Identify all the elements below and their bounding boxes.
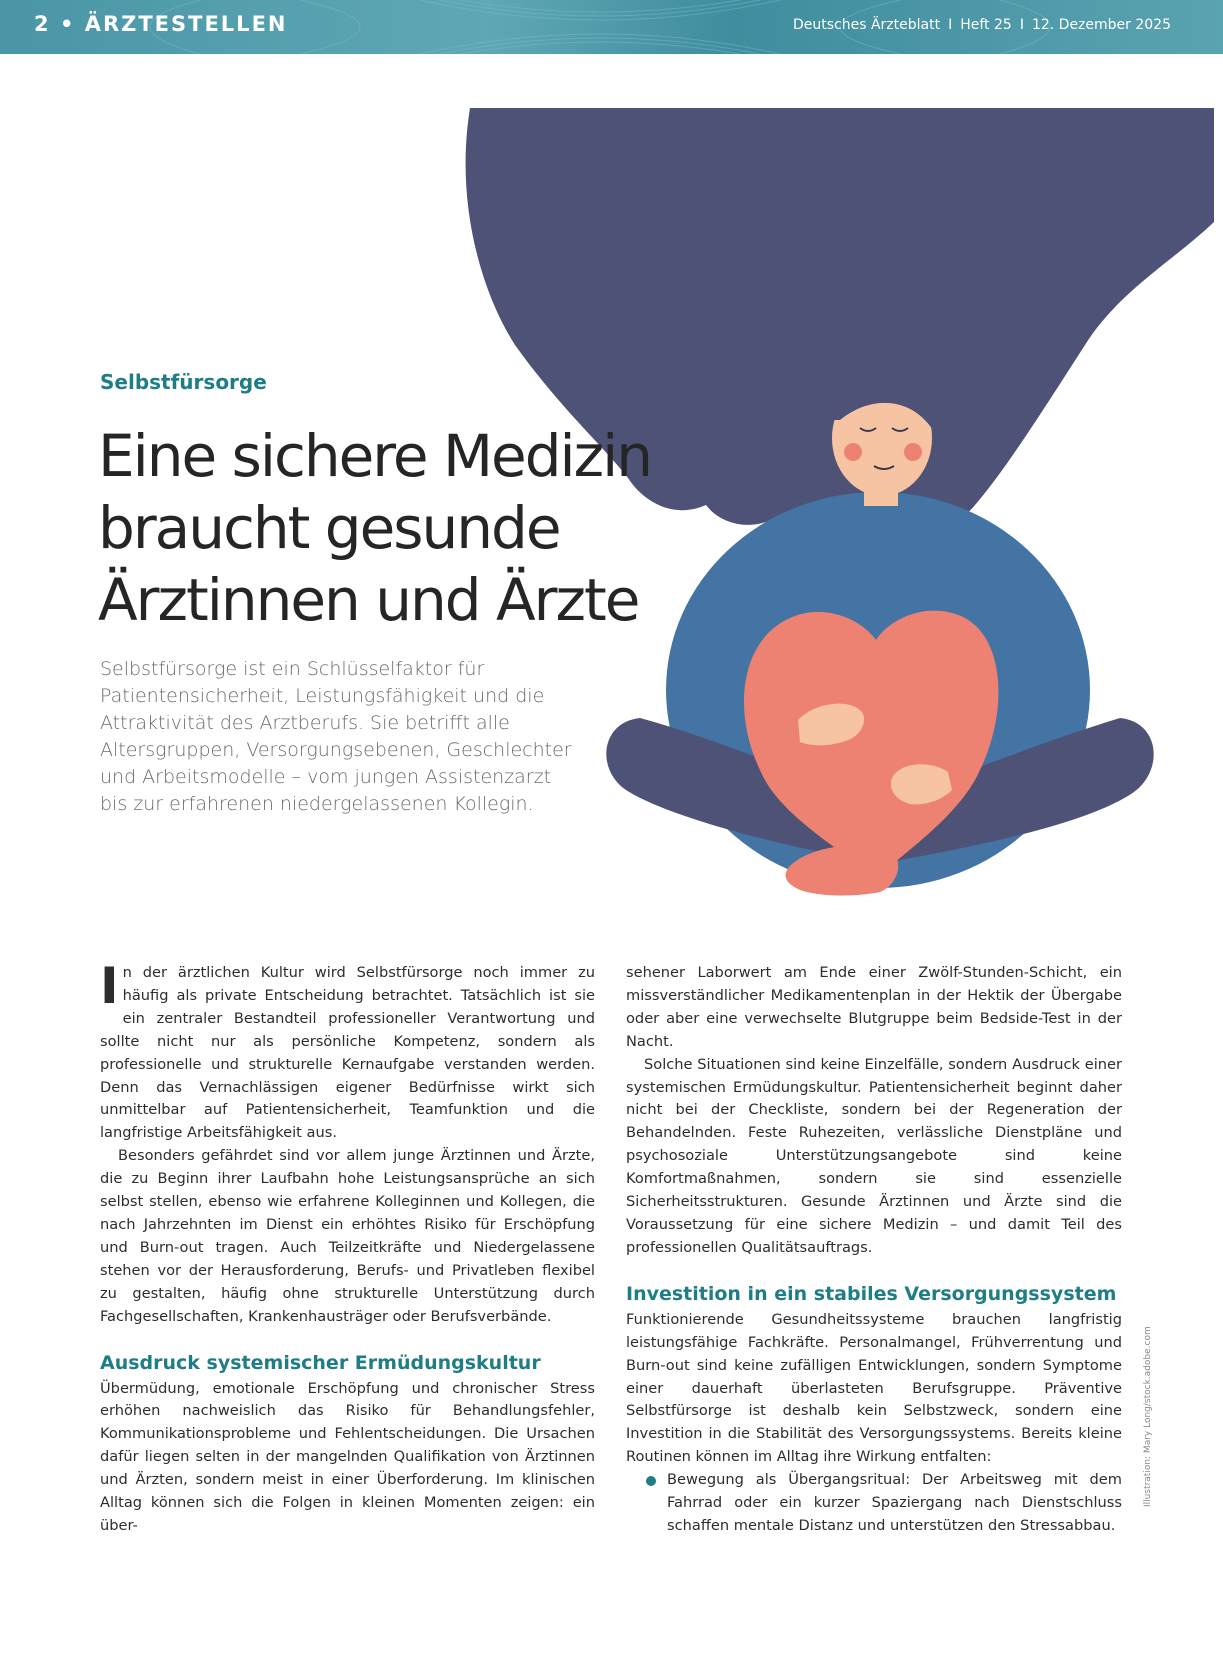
publication-name: Deutsches Ärzteblatt: [792, 17, 941, 33]
bullet-item: [626, 1469, 1122, 1538]
header-separator: I: [1019, 17, 1024, 33]
cheek-left: [844, 443, 862, 461]
bullet-list: [626, 1469, 1122, 1538]
teaser-line: und Arbeitsmodelle – vom jungen Assistenzarzt: [100, 766, 552, 788]
body-paragraph: [100, 957, 595, 1145]
header-bullet: •: [59, 12, 76, 36]
headline-line: Ärztinnen und Ärzte: [98, 566, 639, 634]
article-kicker: Selbstfürsorge: [100, 370, 267, 394]
subheading: Investition in ein stabiles Versorgungssystem: [626, 1282, 1117, 1305]
section-name: ÄRZTESTELLEN: [84, 12, 288, 36]
teaser-line: Attraktivität des Arztberufs. Sie betrifft alle: [100, 712, 510, 734]
image-credit: Illustration: Mary Long/stock.adobe.com: [1143, 1326, 1153, 1507]
teaser-line: Patientensicherheit, Leistungsfähigkeit und die: [100, 685, 545, 707]
article-headline: [98, 420, 678, 636]
issue-date: 12. Dezember 2025: [1031, 17, 1171, 33]
headline-line: braucht gesunde: [98, 494, 560, 562]
drop-cap: I: [100, 957, 119, 1015]
body-column-right: [626, 962, 1122, 1538]
teaser-line: Altersgruppen, Versorgungsebenen, Geschlechter: [100, 739, 572, 761]
paragraph-text: n der ärztlichen Kultur wird Selbstfürsorge noch immer zu häufig als private Entscheidung betrachtet. Tatsächlich ist sie ein zentraler Bestandteil professioneller Verantwortung und sollte nicht nur als persönliche Kompetenz, sondern als professionelle und strukturelle Kernaufgabe verstanden werden. Denn das Vernachlässigen eigener Bedürfnisse wirkt sich unmittelbar auf Patientensicherheit, Teamfunktion und die langfristige Arbeitsfähigkeit aus.: [100, 964, 595, 1142]
issue-number: Heft 25: [960, 17, 1012, 33]
subheading: Ausdruck systemischer Ermüdungskultur: [100, 1351, 541, 1374]
headline-line: Eine sichere Medizin: [98, 422, 651, 490]
body-paragraph: Funktionierende Gesundheitssysteme brauchen langfristig leistungsfähige Fachkräfte. Personalmangel, Frühverrentung und Burn-out sind keine zufälligen Entwicklungen, sondern Symptome einer dauerhaft überlasteten Berufsgruppe. Präventive Selbstfürsorge ist deshalb kein Selbstzweck, sondern eine Investition in die Stabilität des Versorgungssystems. Bereits kleine Routinen können im Alltag ihre Wirkung entfalten:: [626, 1310, 1122, 1466]
teaser-line: bis zur erfahrenen niedergelassenen Kollegin.: [100, 793, 534, 815]
bullet-text: Bewegung als Übergangsritual: Der Arbeitsweg mit dem Fahrrad oder ein kurzer Spaziergang nach Dienstschluss schaffen mentale Distanz und unterstützen den Stressabbau.: [667, 1471, 1122, 1534]
body-column-left: [100, 957, 595, 1538]
body-paragraph: sehener Laborwert am Ende einer Zwölf-Stunden-Schicht, ein missverständlicher Medikamentenplan in der Hektik der Übergabe oder aber eine verwechselte Blutgruppe beim Bedside-Test in der Nacht.: [626, 964, 1122, 1050]
body-paragraph: Übermüdung, emotionale Erschöpfung und chronischer Stress erhöhen nachweislich das Risiko für Behandlungsfehler, Kommunikationsprobleme und Fehlentscheidungen. Die Ursachen dafür liegen selten in der mangelnden Qualifikation von Ärztinnen und Ärzten, sondern meist in einer Überforderung. Im klinischen Alltag können sich die Folgen in kleinen Momenten zeigen: ein über-: [100, 1379, 595, 1534]
cheek-right: [904, 443, 922, 461]
teaser-line: Selbstfürsorge ist ein Schlüsselfaktor für: [100, 658, 485, 680]
page-number: 2: [34, 12, 51, 36]
header-separator: I: [948, 17, 953, 33]
article-teaser: [100, 656, 600, 818]
bullet-dot-icon: [646, 1476, 656, 1486]
body-paragraph: Solche Situationen sind keine Einzelfälle, sondern Ausdruck einer systemischen Ermüdungskultur. Patientensicherheit beginnt daher nicht bei der Checkliste, sondern bei der Regeneration der Behandelnden. Feste Ruhezeiten, verlässliche Dienstpläne und psychosoziale Unterstützungsangebote sind keine Komfortmaßnahmen, sondern sie sind essenzielle Sicherheitsstrukturen. Gesunde Ärztinnen und Ärzte sind die Voraussetzung für eine sichere Medizin – und damit Teil des professionellen Qualitätsauftrags.: [626, 1055, 1122, 1256]
body-paragraph: Besonders gefährdet sind vor allem junge Ärztinnen und Ärzte, die zu Beginn ihrer Laufbahn hohe Leistungsansprüche an sich selbst stellen, ebenso wie erfahrene Kolleginnen und Kollegen, die nach Jahrzehnten im Dienst ein erhöhtes Risiko für Erschöpfung und Burn-out tragen. Auch Teilzeitkräfte und Niedergelassene stehen vor der Herausforderung, Berufs- und Privatleben flexibel zu gestalten, häufig ohne strukturelle Unterstützung durch Fachgesellschaften, Krankenhausträger oder Berufsverbände.: [100, 1147, 595, 1325]
